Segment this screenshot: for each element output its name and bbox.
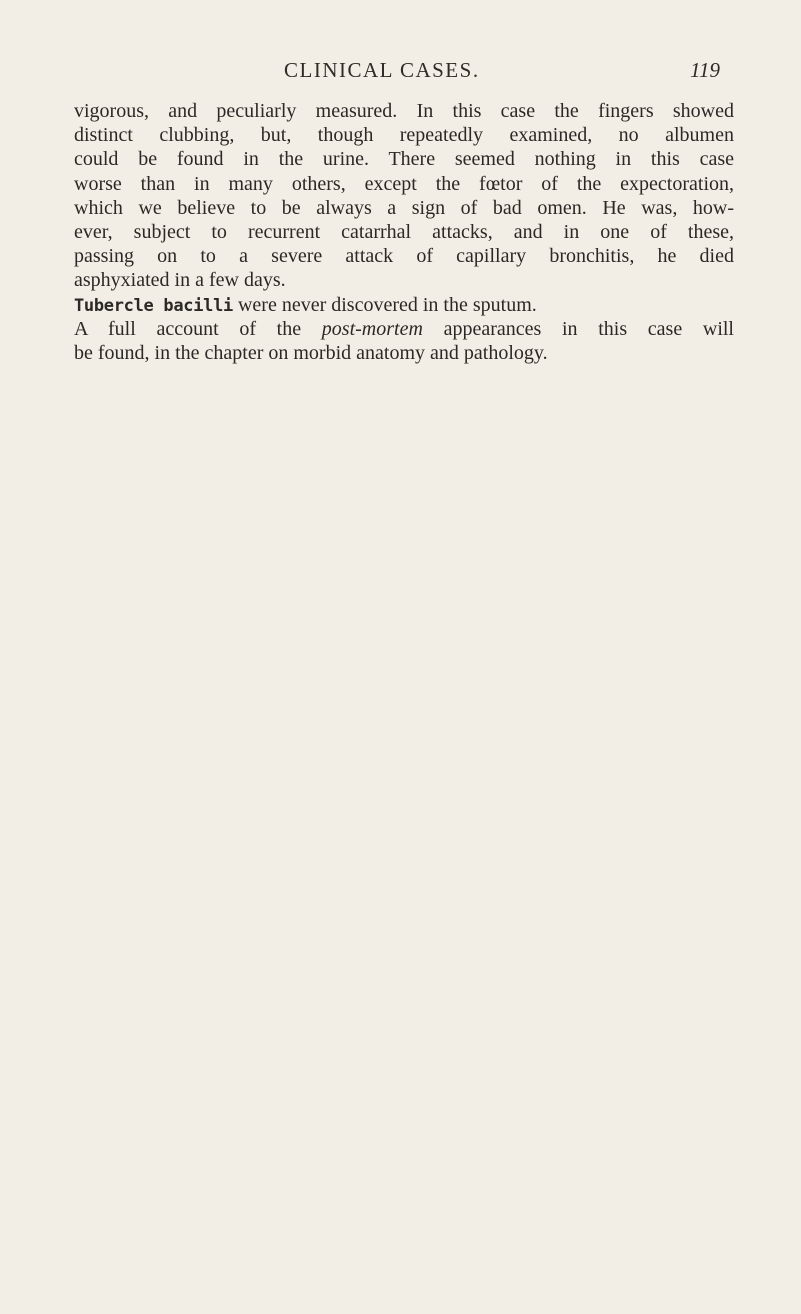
paragraph-1 [74,99,734,293]
italic-phrase: post-mortem [321,317,423,340]
text-line: ever, subject to recurrent catarrhal attacks, and in one of these, [74,220,734,243]
paragraph-2 [74,293,734,317]
body-text [74,99,734,365]
text-line: passing on to a severe attack of capillary bronchitis, he died [74,245,734,268]
text-line [74,293,734,317]
paragraph-3 [74,317,734,365]
text-line: could be found in the urine. There seemed nothing in this case [74,148,734,171]
text-line: vigorous, and peculiarly measured. In this case the fingers showed [74,100,734,122]
paragraph-3-start: A full account of the [74,317,322,340]
text-line [74,317,734,341]
bold-phrase: Tubercle bacilli [74,295,233,316]
paragraph-2-rest: were never discovered in the sputum. [232,293,537,316]
page-number: 119 [690,58,720,82]
text-line: be found, in the chapter on morbid anatomy and pathology. [74,341,548,364]
running-head [0,58,801,88]
text-line: worse than in many others, except the fœtor of the expectoration, [74,172,734,195]
text-line: which we believe to be always a sign of bad omen. He was, how- [74,196,734,219]
paragraph-3-end: appearances in this case will [422,317,734,340]
running-title: CLINICAL CASES. [284,58,480,82]
text-line: distinct clubbing, but, though repeatedly examined, no albumen [74,124,734,147]
text-line: asphyxiated in a few days. [74,269,286,292]
